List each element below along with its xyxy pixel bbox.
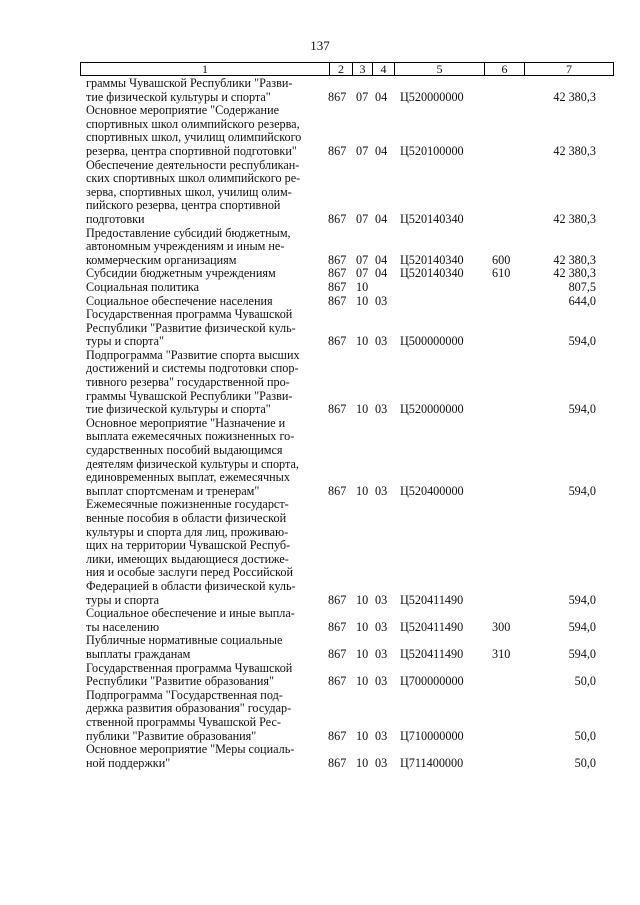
table-row (80, 295, 614, 309)
header-col-5: 5 (394, 63, 484, 75)
row-name (86, 498, 326, 607)
table-row (80, 267, 614, 281)
row-code-gp: 867 (328, 334, 347, 349)
row-name-line: Предоставление субсидий бюджетным, (86, 225, 291, 240)
row-code-expense-type: 300 (492, 619, 511, 634)
row-code-section: 10 (356, 619, 369, 634)
row-name-line: Социальное обеспечение и иные выпла- (86, 606, 295, 621)
row-code-subsection: 03 (375, 646, 388, 661)
row-name-line: ной поддержки" (86, 755, 171, 770)
row-name-line: тие физической культуры и спорта" (86, 89, 271, 104)
row-name-line: сударственных пособий выдающимся (86, 443, 283, 458)
row-name (86, 267, 326, 281)
row-code-section: 10 (356, 334, 369, 349)
row-name-line: Основное мероприятие "Содержание (86, 103, 279, 118)
row-amount: 594,0 (568, 334, 596, 349)
row-amount: 42 380,3 (553, 143, 596, 158)
row-name-line: лики, имеющих выдающиеся достиже- (86, 551, 289, 566)
table-row (80, 634, 614, 661)
row-name-line: венные пособия в области физической (86, 511, 287, 525)
row-code-target: Ц520140340 (400, 266, 464, 281)
table-row (80, 77, 614, 104)
row-name-line: Государственная программа Чувашской (86, 307, 293, 322)
row-code-section: 10 (356, 402, 369, 417)
row-code-subsection: 03 (375, 402, 388, 417)
row-name (86, 308, 326, 349)
row-name (86, 295, 326, 309)
row-code-gp: 867 (328, 592, 347, 607)
table-row (80, 662, 614, 689)
row-code-section: 07 (356, 143, 369, 158)
row-amount: 50,0 (574, 674, 596, 689)
row-name (86, 417, 326, 499)
row-code-gp: 867 (328, 483, 347, 498)
row-name-line: автономным учреждениям и иным не- (86, 239, 285, 254)
row-name (86, 743, 326, 770)
row-name-line: зерва, спортивных школ, училищ олим- (86, 184, 292, 199)
row-code-target: Ц520400000 (400, 483, 464, 498)
row-name-line: Основное мероприятие "Меры социаль- (86, 742, 295, 757)
row-name-line: Социальное обеспечение населения (86, 293, 273, 308)
table-row (80, 281, 614, 295)
row-name-line: граммы Чувашской Республики "Разви- (86, 76, 293, 90)
table-header (80, 62, 614, 76)
row-code-section: 07 (356, 89, 369, 104)
row-code-expense-type: 610 (492, 266, 511, 281)
page-number: 137 (310, 38, 330, 53)
row-name-line: подготовки (86, 211, 145, 226)
table-row (80, 308, 614, 349)
row-amount: 594,0 (568, 402, 596, 417)
row-name-line: Республики "Развитие физической куль- (86, 320, 296, 335)
row-code-section: 07 (356, 266, 369, 281)
row-code-target: Ц520411490 (400, 646, 464, 661)
row-code-target: Ц520411490 (400, 592, 464, 607)
row-name-line: единовременных выплат, ежемесячных (86, 470, 290, 485)
row-code-section: 10 (356, 483, 369, 498)
row-amount: 594,0 (568, 483, 596, 498)
row-name-line: выплаты гражданам (86, 646, 191, 661)
row-name-line: выплат спортсменам и тренерам" (86, 483, 260, 498)
row-amount: 42 380,3 (553, 266, 596, 281)
row-code-subsection: 03 (375, 293, 388, 308)
row-code-section: 07 (356, 211, 369, 226)
table-row (80, 349, 614, 417)
row-name (86, 662, 326, 689)
row-code-gp: 867 (328, 211, 347, 226)
row-code-subsection: 04 (375, 143, 388, 158)
row-name (86, 159, 326, 227)
row-code-gp: 867 (328, 646, 347, 661)
row-name-line: Субсидии бюджетным учреждениям (86, 266, 276, 281)
row-name-line: Обеспечение деятельности республикан- (86, 157, 300, 172)
row-code-subsection: 04 (375, 211, 388, 226)
row-code-section: 10 (356, 293, 369, 308)
row-name-line: Подпрограмма "Государственная под- (86, 687, 283, 702)
header-col-4: 4 (372, 63, 394, 75)
row-code-subsection: 04 (375, 252, 388, 267)
row-code-gp: 867 (328, 252, 347, 267)
header-col-3: 3 (352, 63, 372, 75)
row-code-subsection: 04 (375, 266, 388, 281)
row-name-line: спортивных школ олимпийского резерва, (86, 116, 300, 131)
row-name-line: ственной программы Чувашской Рес- (86, 714, 281, 729)
row-amount: 594,0 (568, 619, 596, 634)
row-code-subsection: 04 (375, 89, 388, 104)
row-code-gp: 867 (328, 279, 347, 294)
row-code-target: Ц520100000 (400, 143, 464, 158)
row-amount: 50,0 (574, 728, 596, 743)
row-amount: 594,0 (568, 592, 596, 607)
row-name-line: щих на территории Чувашской Респуб- (86, 538, 291, 553)
table-row (80, 227, 614, 268)
row-code-subsection: 03 (375, 619, 388, 634)
header-col-1: 1 (202, 62, 208, 76)
row-code-subsection: 03 (375, 483, 388, 498)
row-code-subsection: 03 (375, 592, 388, 607)
row-code-gp: 867 (328, 755, 347, 770)
table-row (80, 689, 614, 743)
row-code-section: 07 (356, 252, 369, 267)
row-name (86, 104, 326, 158)
row-amount: 594,0 (568, 646, 596, 661)
row-code-section: 10 (356, 646, 369, 661)
row-name-line: Социальная политика (86, 279, 200, 294)
row-code-gp: 867 (328, 674, 347, 689)
table-row (80, 159, 614, 227)
table-body (80, 77, 614, 770)
row-code-target: Ц700000000 (400, 674, 464, 689)
row-name-line: Государственная программа Чувашской (86, 660, 293, 675)
row-name-line: ских спортивных школ олимпийского ре- (86, 171, 301, 186)
row-name-line: тивного резерва" государственной про- (86, 375, 290, 390)
row-name-line: культуры и спорта для лиц, проживаю- (86, 524, 289, 539)
row-name-line: деятелям физической культуры и спорта, (86, 456, 299, 471)
row-code-expense-type: 600 (492, 252, 511, 267)
row-code-target: Ц520411490 (400, 619, 464, 634)
row-code-section: 10 (356, 279, 369, 294)
table-row (80, 743, 614, 770)
row-name-line: граммы Чувашской Республики "Разви- (86, 388, 293, 403)
row-name-line: ния и особые заслуги перед Российской (86, 565, 293, 580)
row-name (86, 689, 326, 743)
row-code-section: 10 (356, 674, 369, 689)
row-name-line: резерва, центра спортивной подготовки" (86, 143, 297, 158)
row-name-line: спортивных школ, училищ олимпийского (86, 130, 302, 145)
header-col-7: 7 (524, 63, 613, 75)
row-amount: 807,5 (568, 279, 596, 294)
row-name-line: Федерацией в области физической куль- (86, 578, 296, 593)
header-col-6: 6 (484, 63, 524, 75)
row-code-gp: 867 (328, 89, 347, 104)
table-row (80, 104, 614, 158)
row-name-line: туры и спорта (86, 592, 159, 607)
table-row (80, 417, 614, 499)
row-code-target: Ц520140340 (400, 252, 464, 267)
table-row (80, 498, 614, 607)
row-name (86, 607, 326, 634)
row-name-line: ты населению (86, 619, 160, 634)
row-name-line: Подпрограмма "Развитие спорта высших (86, 347, 300, 362)
row-code-subsection: 03 (375, 728, 388, 743)
row-name-line: держка развития образования" государ- (86, 701, 292, 716)
header-col-2: 2 (329, 63, 352, 75)
row-code-gp: 867 (328, 266, 347, 281)
row-amount: 42 380,3 (553, 211, 596, 226)
row-code-subsection: 03 (375, 674, 388, 689)
row-code-target: Ц711400000 (400, 755, 464, 770)
row-code-section: 10 (356, 755, 369, 770)
row-name-line: публики "Развитие образования" (86, 728, 257, 743)
row-code-subsection: 03 (375, 755, 388, 770)
row-name (86, 281, 326, 295)
row-name-line: достижений и системы подготовки спор- (86, 361, 299, 376)
row-code-gp: 867 (328, 143, 347, 158)
row-code-section: 10 (356, 592, 369, 607)
row-code-target: Ц710000000 (400, 728, 464, 743)
row-name (86, 227, 326, 268)
row-amount: 50,0 (574, 755, 596, 770)
row-code-gp: 867 (328, 728, 347, 743)
row-name-line: пийского резерва, центра спортивной (86, 198, 281, 213)
row-code-subsection: 03 (375, 334, 388, 349)
row-code-expense-type: 310 (492, 646, 511, 661)
row-amount: 42 380,3 (553, 252, 596, 267)
row-name-line: выплата ежемесячных пожизненных го- (86, 429, 295, 444)
row-code-target: Ц500000000 (400, 334, 464, 349)
row-code-target: Ц520000000 (400, 89, 464, 104)
row-name-line: Публичные нормативные социальные (86, 633, 283, 648)
row-name (86, 349, 326, 417)
table-row (80, 607, 614, 634)
row-amount: 644,0 (568, 293, 596, 308)
row-code-target: Ц520140340 (400, 211, 464, 226)
row-name-line: туры и спорта" (86, 334, 164, 349)
row-name-line: Основное мероприятие "Назначение и (86, 415, 286, 430)
row-code-gp: 867 (328, 293, 347, 308)
row-name (86, 634, 326, 661)
row-code-section: 10 (356, 728, 369, 743)
row-name-line: коммерческим организациям (86, 252, 237, 267)
row-name-line: Ежемесячные пожизненные государст- (86, 497, 289, 512)
row-amount: 42 380,3 (553, 89, 596, 104)
row-name (86, 77, 326, 104)
row-code-gp: 867 (328, 619, 347, 634)
row-name-line: Республики "Развитие образования" (86, 674, 275, 689)
row-code-gp: 867 (328, 402, 347, 417)
row-code-target: Ц520000000 (400, 402, 464, 417)
row-name-line: тие физической культуры и спорта" (86, 402, 271, 417)
